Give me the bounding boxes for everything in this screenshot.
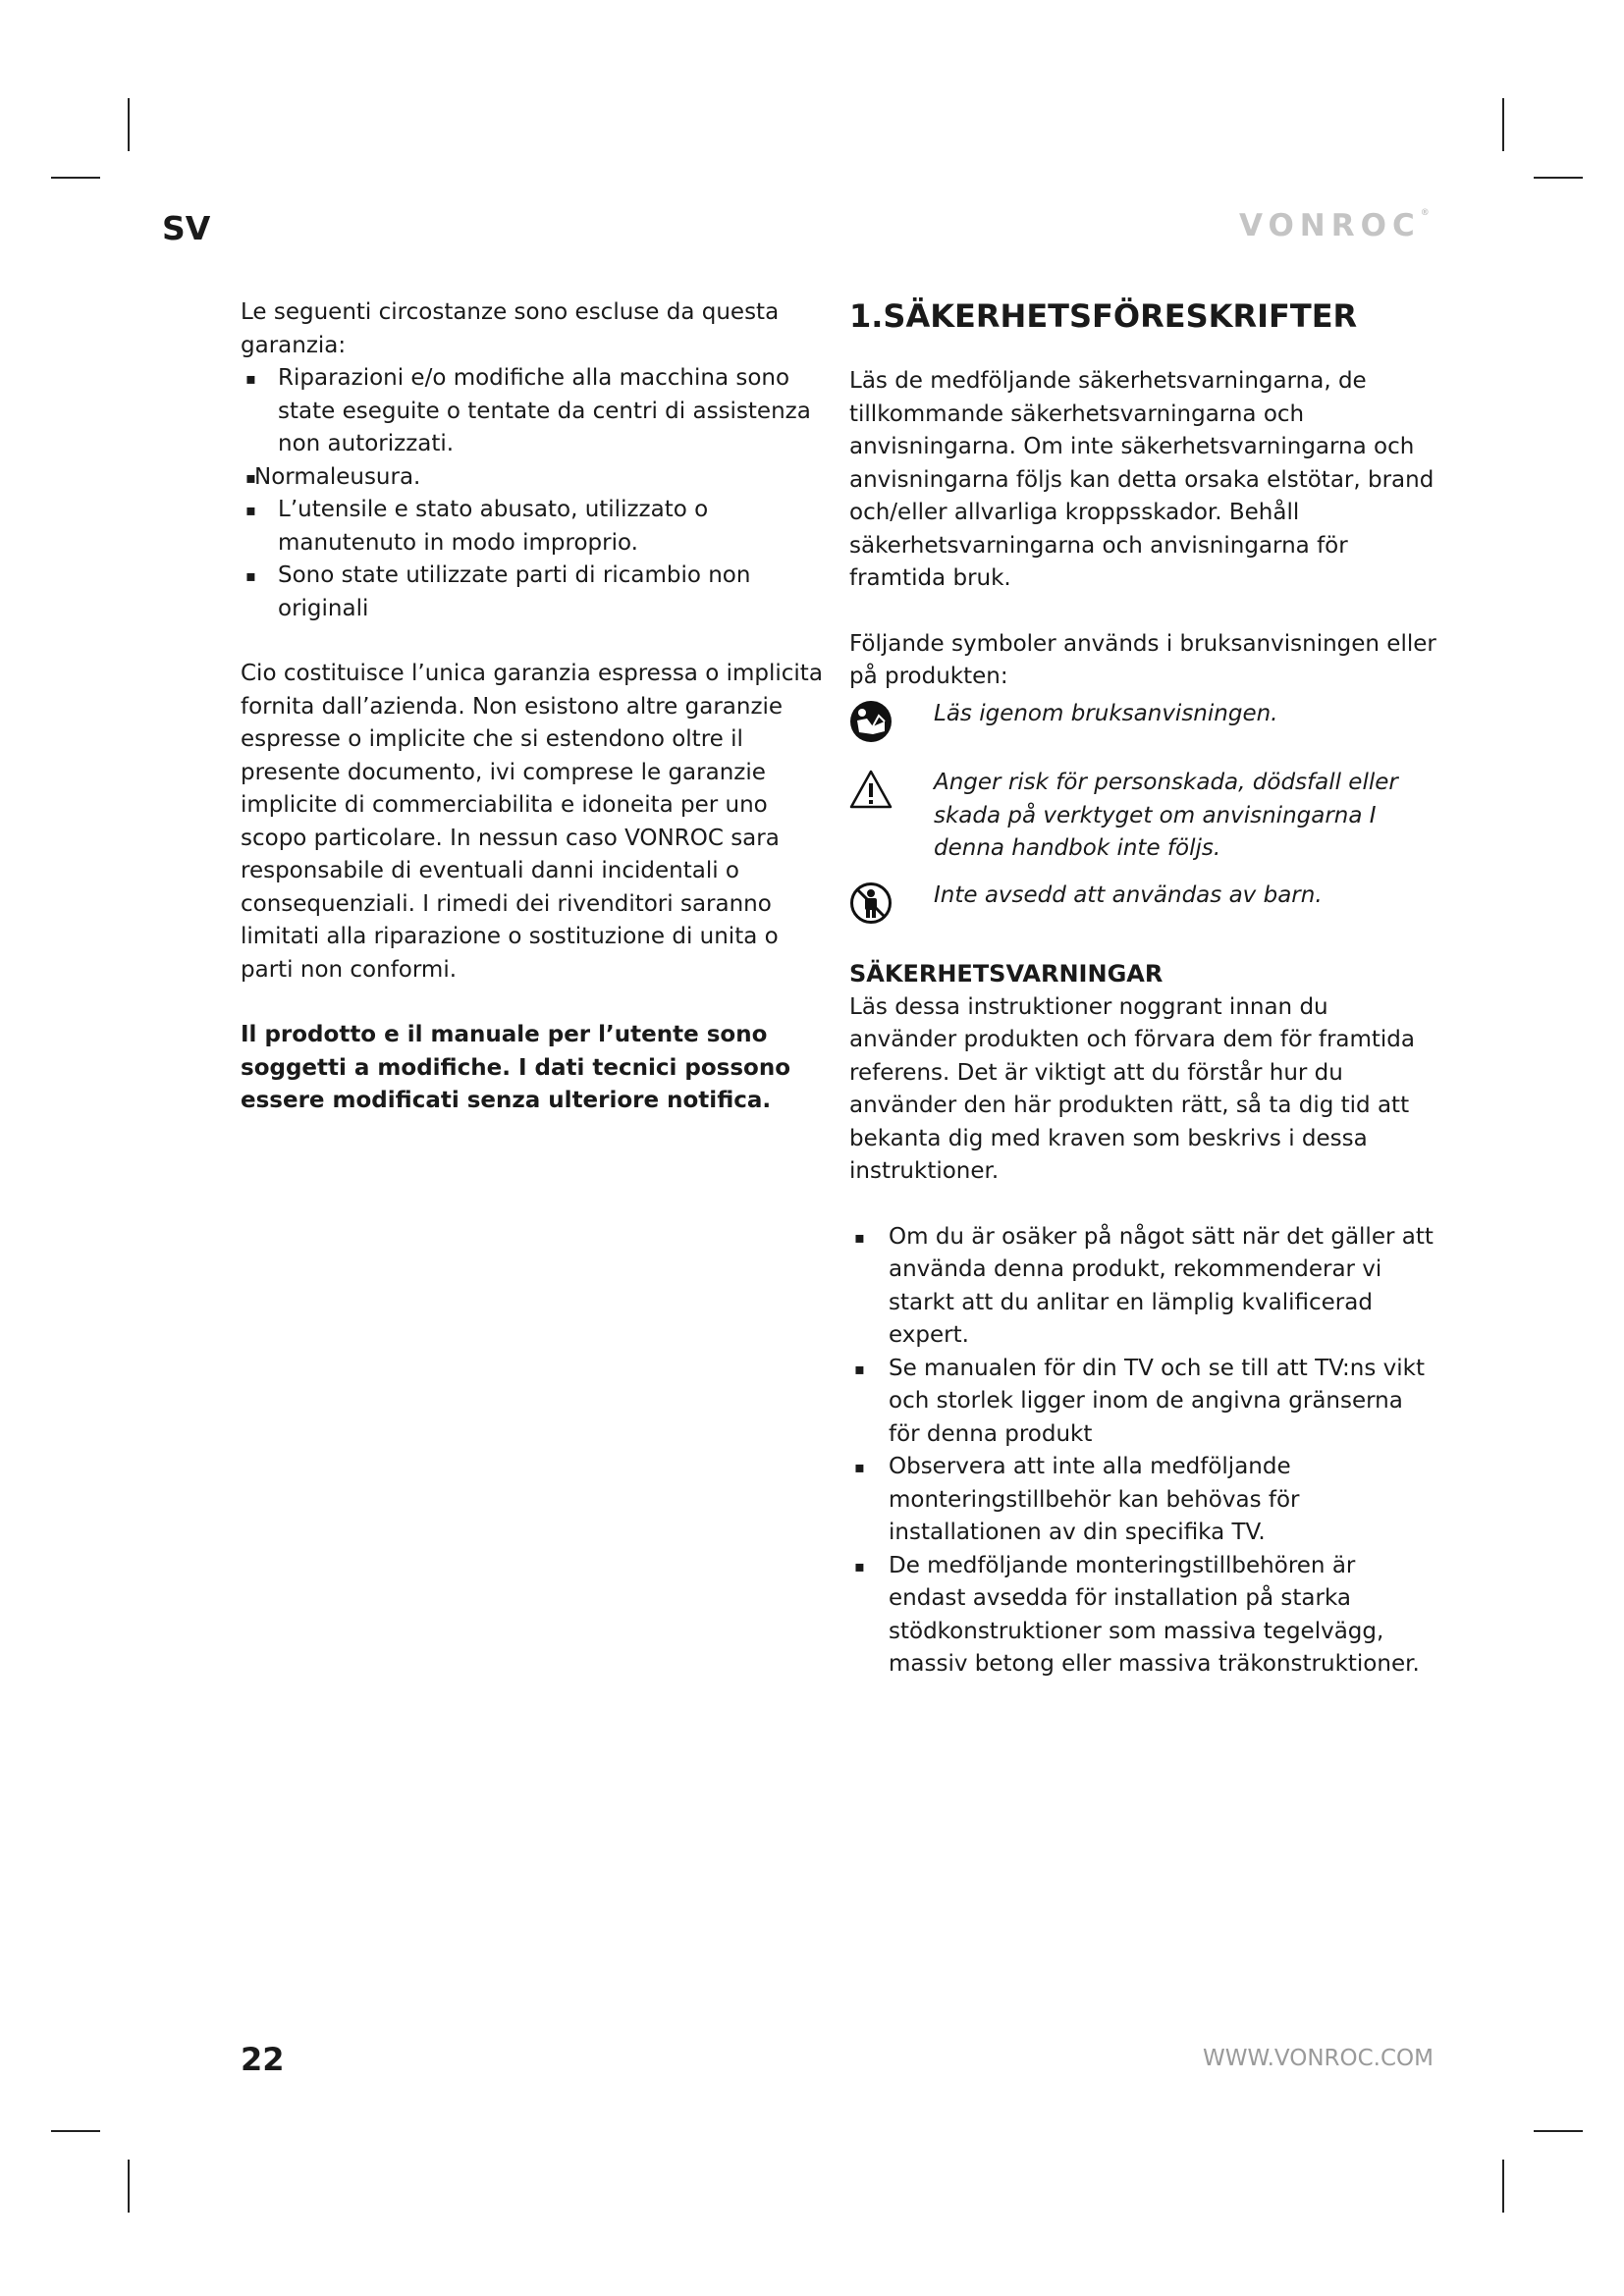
brand-mark: ®: [1420, 208, 1430, 218]
left-column: [241, 296, 830, 1118]
crop-mark: [1534, 2130, 1583, 2132]
subsection-heading: SÄKERHETSVARNINGAR: [849, 960, 1164, 988]
modification-notice: Il prodotto e il manuale per l’utente sono soggetti a modifiche. I dati tecnici possono essere modificati senza ulteriore notifica.: [241, 1022, 791, 1113]
list-item: ▪ Observera att inte alla medföljande monteringstillbehör kan behövas för installationen av din specifika TV.: [849, 1451, 1438, 1550]
brand-name: VONROC: [1239, 208, 1421, 243]
warranty-paragraph: Cio costituisce l’unica garanzia espressa o implicita fornita dall’azienda. Non esistono altre garanzie espresse o implicite che si estendono oltre il presente documento, ivi comprese le garanzie implicite di commerciabilita e idoneita per uno scopo particolare. In nessun caso VONROC sara responsabile di eventuali danni incidentali o consequenziali. I rimedi dei rivenditori saranno limitati alla riparazione o sostituzione di unita o parti non conformi.: [241, 661, 823, 983]
crop-mark: [128, 98, 130, 151]
safety-warnings-intro: Läs dessa instruktioner noggrant innan du använder produkten och förvara dem för framtida referens. Det är viktigt att du förstår hur du använder den här produkten rätt, så ta dig tid att bekanta dig med kraven som beskrivs i dessa instruktioner.: [849, 993, 1415, 1184]
crop-mark: [51, 177, 100, 179]
crop-mark: [1502, 98, 1504, 151]
brand-logo: [1239, 208, 1430, 243]
list-item: ▪ De medföljande monteringstillbehören är endast avsedda för installation på starka stödkonstruktioner som massiva tegelvägg, massiv betong eller massiva träkonstruktioner.: [849, 1550, 1438, 1682]
list-item: ▪ Sono state utilizzate parti di ricambio non originali: [241, 560, 830, 625]
list-item: ▪ Riparazioni e/o modifiche alla macchina sono state eseguite o tentate da centri di assistenza non autorizzati.: [241, 362, 830, 461]
read-manual-icon: [849, 700, 893, 754]
section-heading: 1.SÄKERHETSFÖRESKRIFTER: [849, 297, 1358, 335]
warning-triangle-icon: [849, 769, 893, 821]
symbol-text: Läs igenom bruksanvisningen.: [934, 700, 1278, 726]
language-code: SV: [162, 209, 211, 247]
symbol-text: Inte avsedd att användas av barn.: [934, 881, 1323, 908]
symbols-intro: Följande symboler används i bruksanvisningen eller på produkten:: [849, 630, 1436, 689]
list-item: ▪ Se manualen för din TV och se till att TV:ns vikt och storlek ligger inom de angivna gränserna för denna produkt: [849, 1353, 1438, 1452]
crop-mark: [51, 2130, 100, 2132]
symbol-row: [849, 880, 1438, 935]
symbol-row: [849, 698, 1438, 754]
symbol-row: [849, 767, 1438, 866]
warranty-exclusions-list: [241, 362, 830, 625]
footer-url: WWW.VONROC.COM: [1203, 2046, 1434, 2071]
list-item: ▪ Om du är osäker på något sätt när det gäller att använda denna produkt, rekommenderar vi starkt att du anlitar en lämplig kvalificerad expert.: [849, 1221, 1438, 1353]
safety-warnings-list: [849, 1221, 1438, 1682]
crop-mark: [1534, 177, 1583, 179]
list-item: ▪ L’utensile e stato abusato, utilizzato o manutenuto in modo improprio.: [241, 494, 830, 560]
symbol-text: Anger risk för personskada, dödsfall eller skada på verktyget om anvisningarna I denna handbok inte följs.: [934, 770, 1398, 861]
safety-intro: Läs de medföljande säkerhetsvarningarna, de tillkommande säkerhetsvarningarna och anvisningarna. Om inte säkerhetsvarningarna och anvisningarna följs kan detta orsaka elstötar, brand och/eller allvarliga kroppsskador. Behåll säkerhetsvarningarna och anvisningarna för framtida bruk.: [849, 368, 1435, 591]
crop-mark: [128, 2160, 130, 2213]
list-item: ▪ Normaleusura.: [241, 461, 830, 495]
right-column: [849, 296, 1438, 1682]
page-number: 22: [241, 2041, 285, 2078]
crop-mark: [1502, 2160, 1504, 2213]
warranty-exclusions-intro: Le seguenti circostanze sono escluse da questa garanzia:: [241, 299, 780, 358]
no-children-icon: [849, 881, 893, 935]
